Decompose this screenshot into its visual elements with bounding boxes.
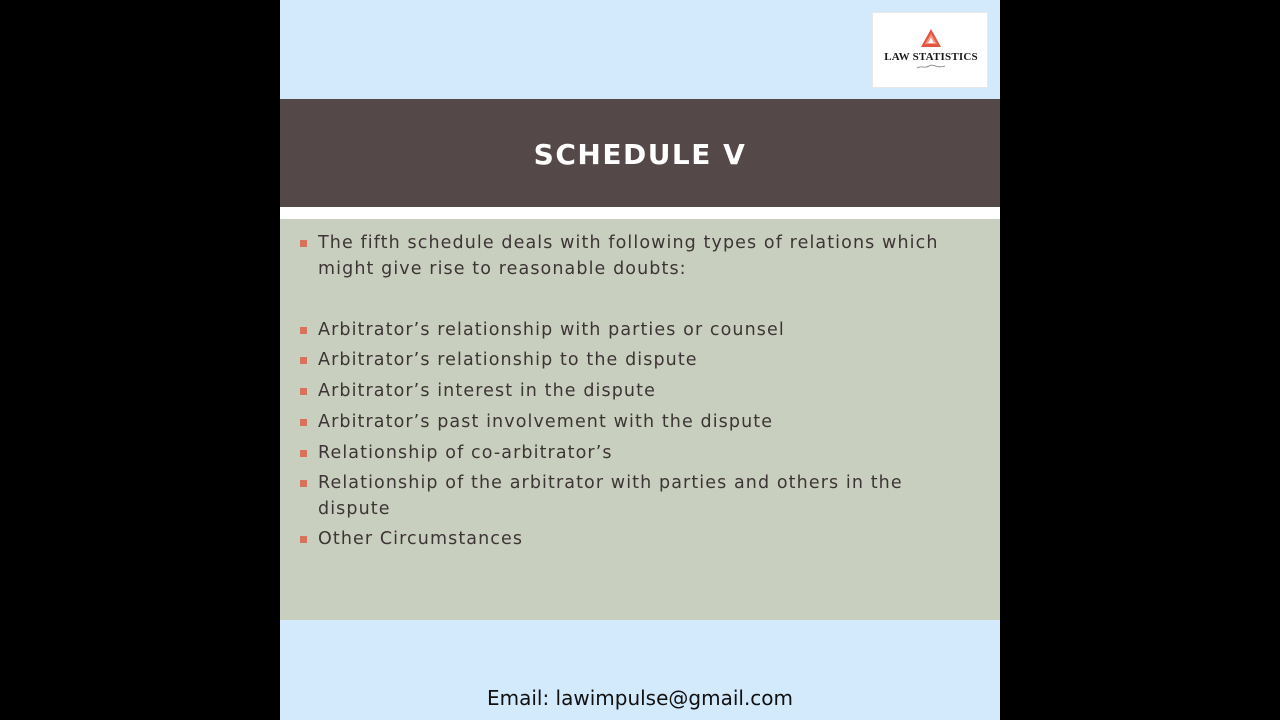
bullet-text: Other Circumstances <box>318 529 524 549</box>
square-bullet-icon <box>300 536 307 543</box>
square-bullet-icon <box>300 357 307 364</box>
bullet-text: Relationship of co-arbitrator’s <box>318 443 613 463</box>
bullet-text: Arbitrator’s interest in the dispute <box>318 381 656 401</box>
bullet-text: Arbitrator’s past involvement with the dispute <box>318 412 774 432</box>
square-bullet-icon <box>300 450 307 457</box>
square-bullet-icon <box>300 327 307 334</box>
slide-title: SCHEDULE V <box>533 138 747 171</box>
square-bullet-icon <box>300 388 307 395</box>
footer-email: Email: lawimpulse@gmail.com <box>486 686 794 710</box>
triangle-peak-icon <box>921 29 941 47</box>
square-bullet-icon <box>300 419 307 426</box>
logo-brand-text: LAW STATISTICS <box>884 51 978 63</box>
square-bullet-icon <box>300 480 307 487</box>
bullet-text: Arbitrator’s relationship to the dispute <box>318 350 698 370</box>
square-bullet-icon <box>300 240 307 247</box>
bullet-text: Arbitrator’s relationship with parties or counsel <box>318 320 785 340</box>
title-band <box>280 99 1000 207</box>
divider-strip <box>280 207 1000 219</box>
slide-panel <box>280 0 1000 720</box>
bullet-text: Relationship of the arbitrator with parties and others in the dispute <box>318 473 903 519</box>
slide-content <box>280 219 1000 620</box>
law-statistics-logo <box>872 12 988 88</box>
logo-script-mark <box>873 64 989 70</box>
bullet-text: The fifth schedule deals with following types of relations which might give rise to reasonable doubts: <box>318 233 939 279</box>
